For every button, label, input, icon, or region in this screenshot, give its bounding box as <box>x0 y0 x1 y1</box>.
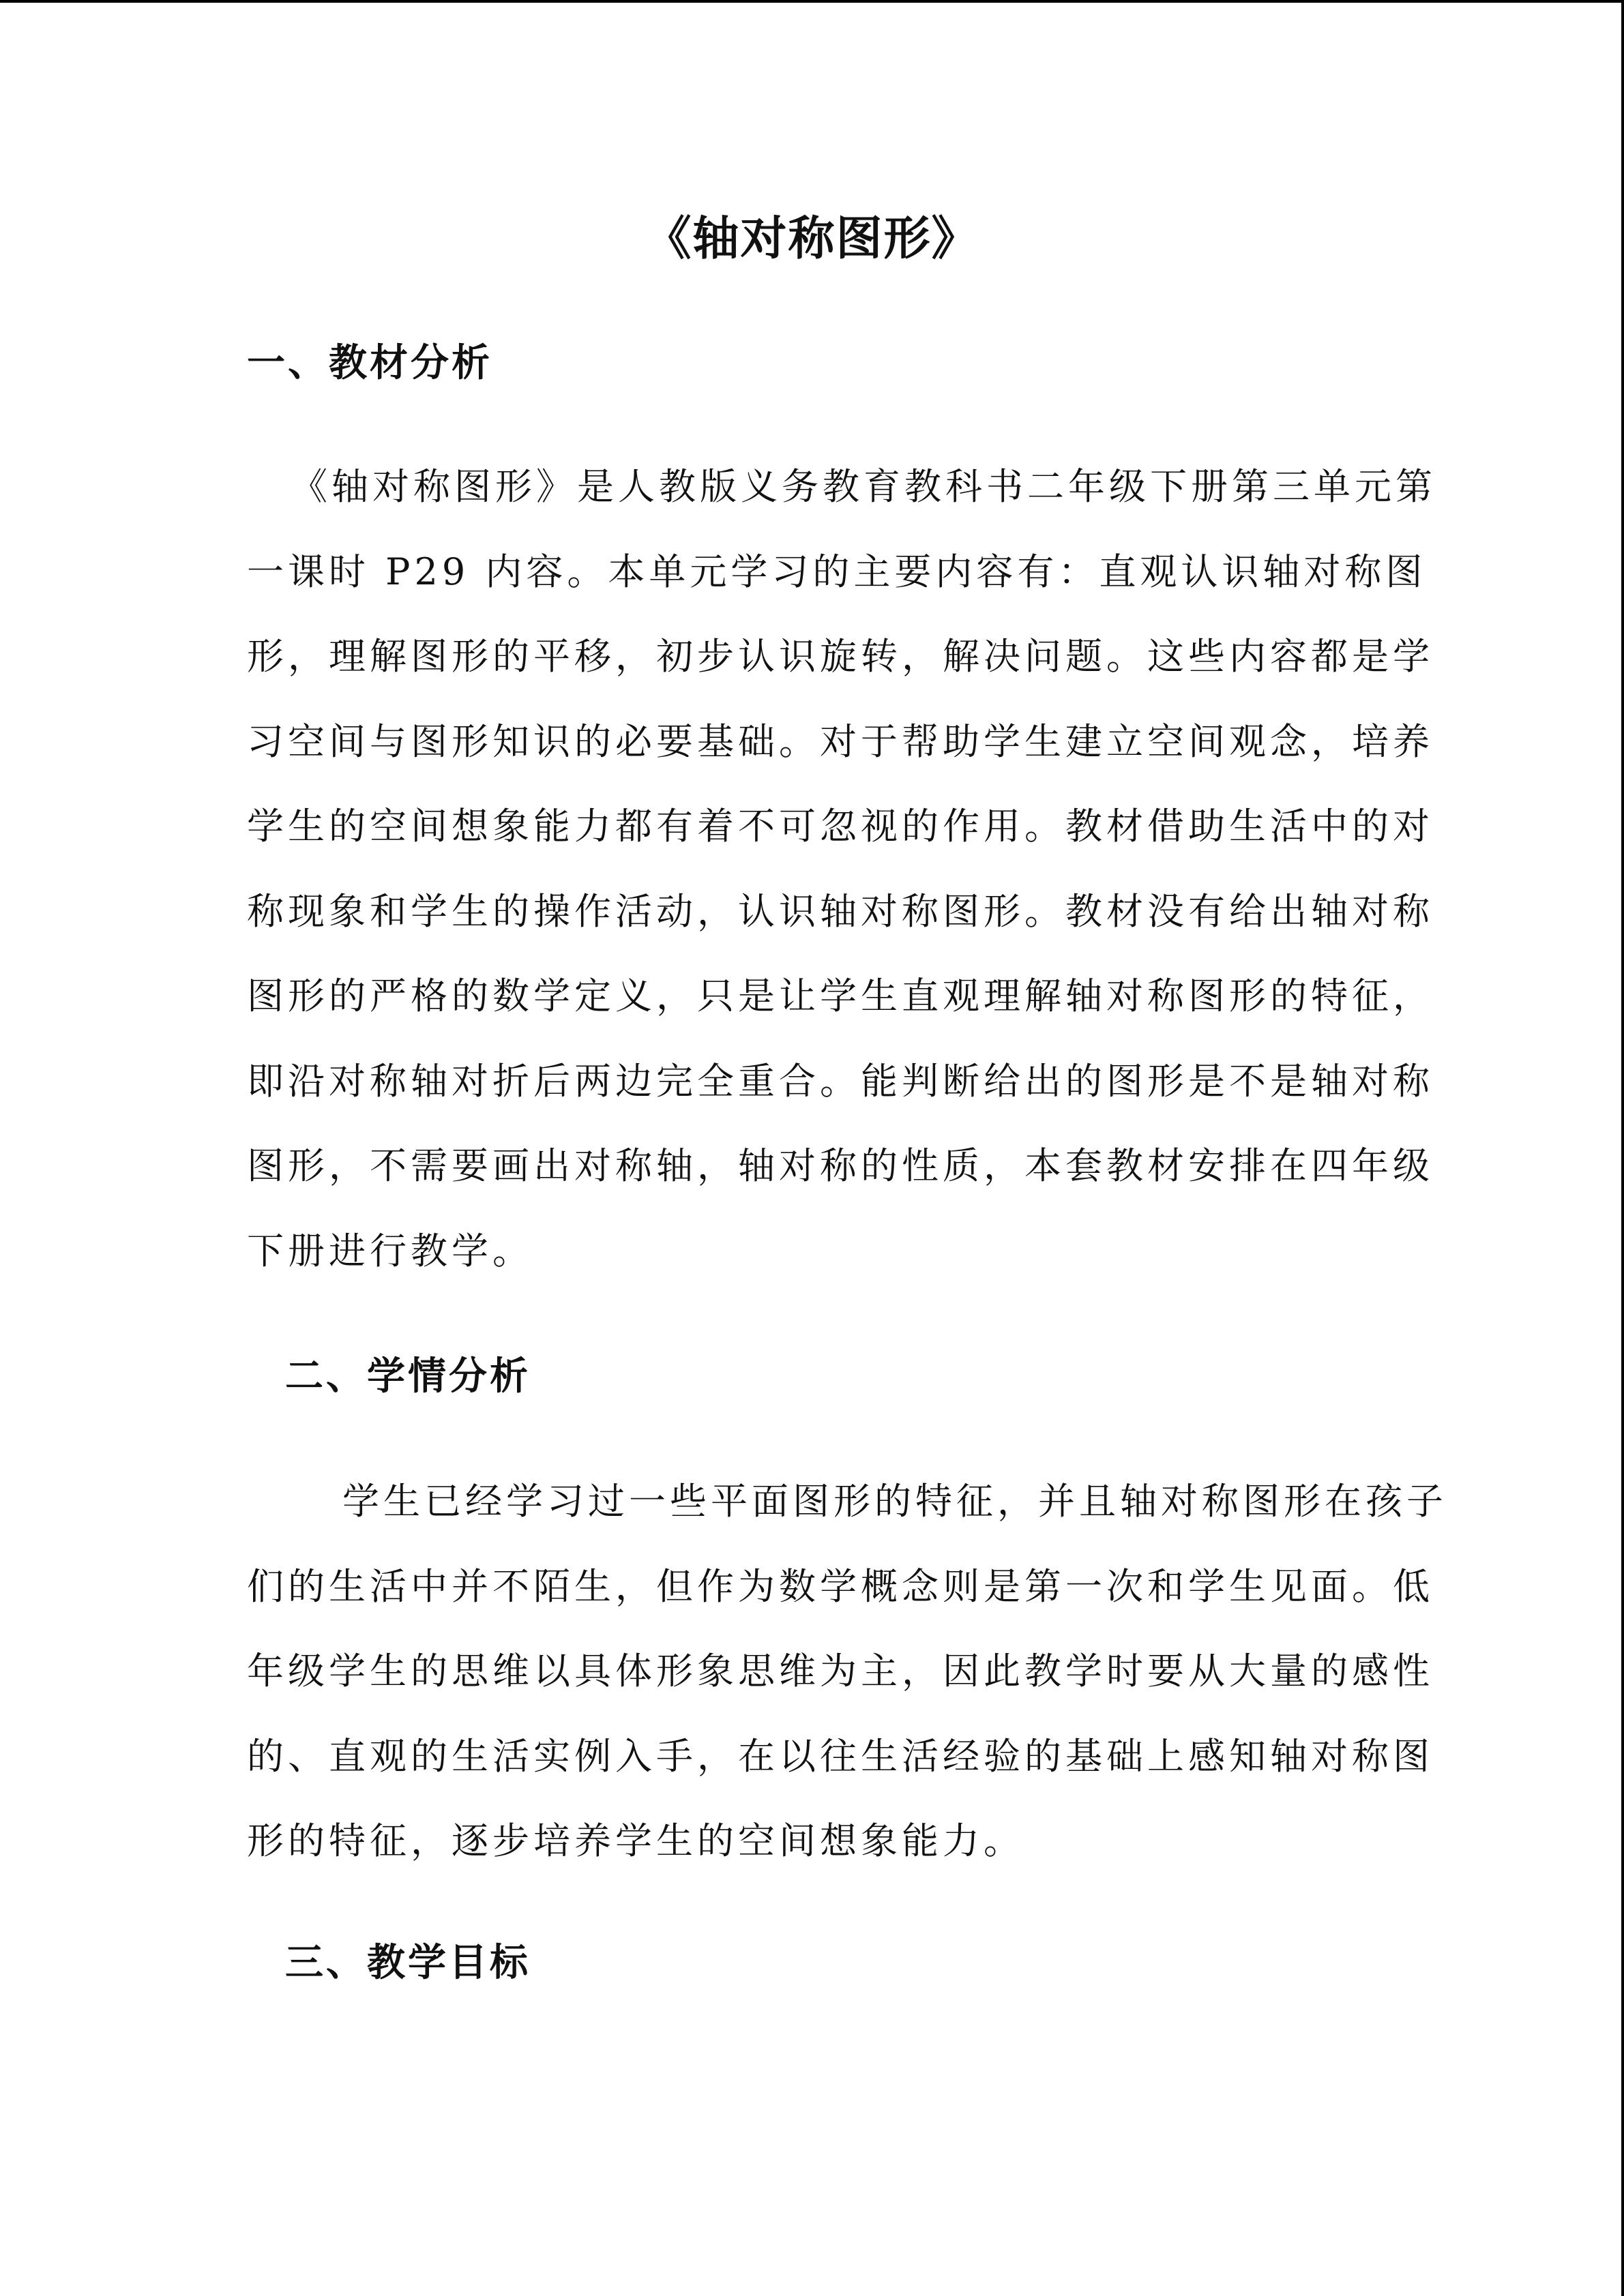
paragraph-line: 下册进行教学。 <box>247 1229 533 1272</box>
paragraph-line: 形的特征，逐步培养学生的空间想象能力。 <box>247 1819 1024 1862</box>
section-heading-textbook-analysis: 一、教材分析 <box>247 340 492 385</box>
paragraph-line: 图形的严格的数学定义，只是让学生直观理解轴对称图形的特征， <box>247 974 1434 1017</box>
paragraph-line: 称现象和学生的操作活动，认识轴对称图形。教材没有给出轴对称 <box>247 889 1434 933</box>
section-heading-teaching-objectives: 三、教学目标 <box>285 1940 531 1985</box>
paragraph-textbook-analysis <box>247 445 1436 1294</box>
top-border-line <box>0 0 1624 3</box>
paragraph-line: 学生已经学习过一些平面图形的特征，并且轴对称图形在孩子 <box>342 1480 1447 1523</box>
paragraph-line: 图形，不需要画出对称轴，轴对称的性质，本套教材安排在四年级 <box>247 1144 1434 1187</box>
right-border-line <box>1621 0 1624 2296</box>
document-title: 《轴对称图形》 <box>645 211 979 266</box>
paragraph-line: 们的生活中并不陌生，但作为数学概念则是第一次和学生见面。低 <box>247 1564 1434 1608</box>
section-heading-learner-analysis: 二、学情分析 <box>285 1354 531 1399</box>
paragraph-line: 即沿对称轴对折后两边完全重合。能判断给出的图形是不是轴对称 <box>247 1059 1434 1103</box>
paragraph-line: 习空间与图形知识的必要基础。对于帮助学生建立空间观念，培养 <box>247 719 1434 763</box>
paragraph-line: 形，理解图形的平移，初步认识旋转，解决问题。这些内容都是学 <box>247 635 1434 678</box>
paragraph-learner-analysis <box>247 1459 1447 1884</box>
paragraph-line: 年级学生的思维以具体形象思维为主，因此教学时要从大量的感性 <box>247 1650 1434 1693</box>
paragraph-line: 的、直观的生活实例入手，在以往生活经验的基础上感知轴对称图 <box>247 1734 1434 1778</box>
paragraph-line: 《轴对称图形》是人教版义务教育教科书二年级下册第三单元第 <box>291 465 1436 508</box>
paragraph-line: 学生的空间想象能力都有着不可忽视的作用。教材借助生活中的对 <box>247 805 1434 848</box>
paragraph-line: 一课时 P29 内容。本单元学习的主要内容有：直观认识轴对称图 <box>247 550 1427 593</box>
